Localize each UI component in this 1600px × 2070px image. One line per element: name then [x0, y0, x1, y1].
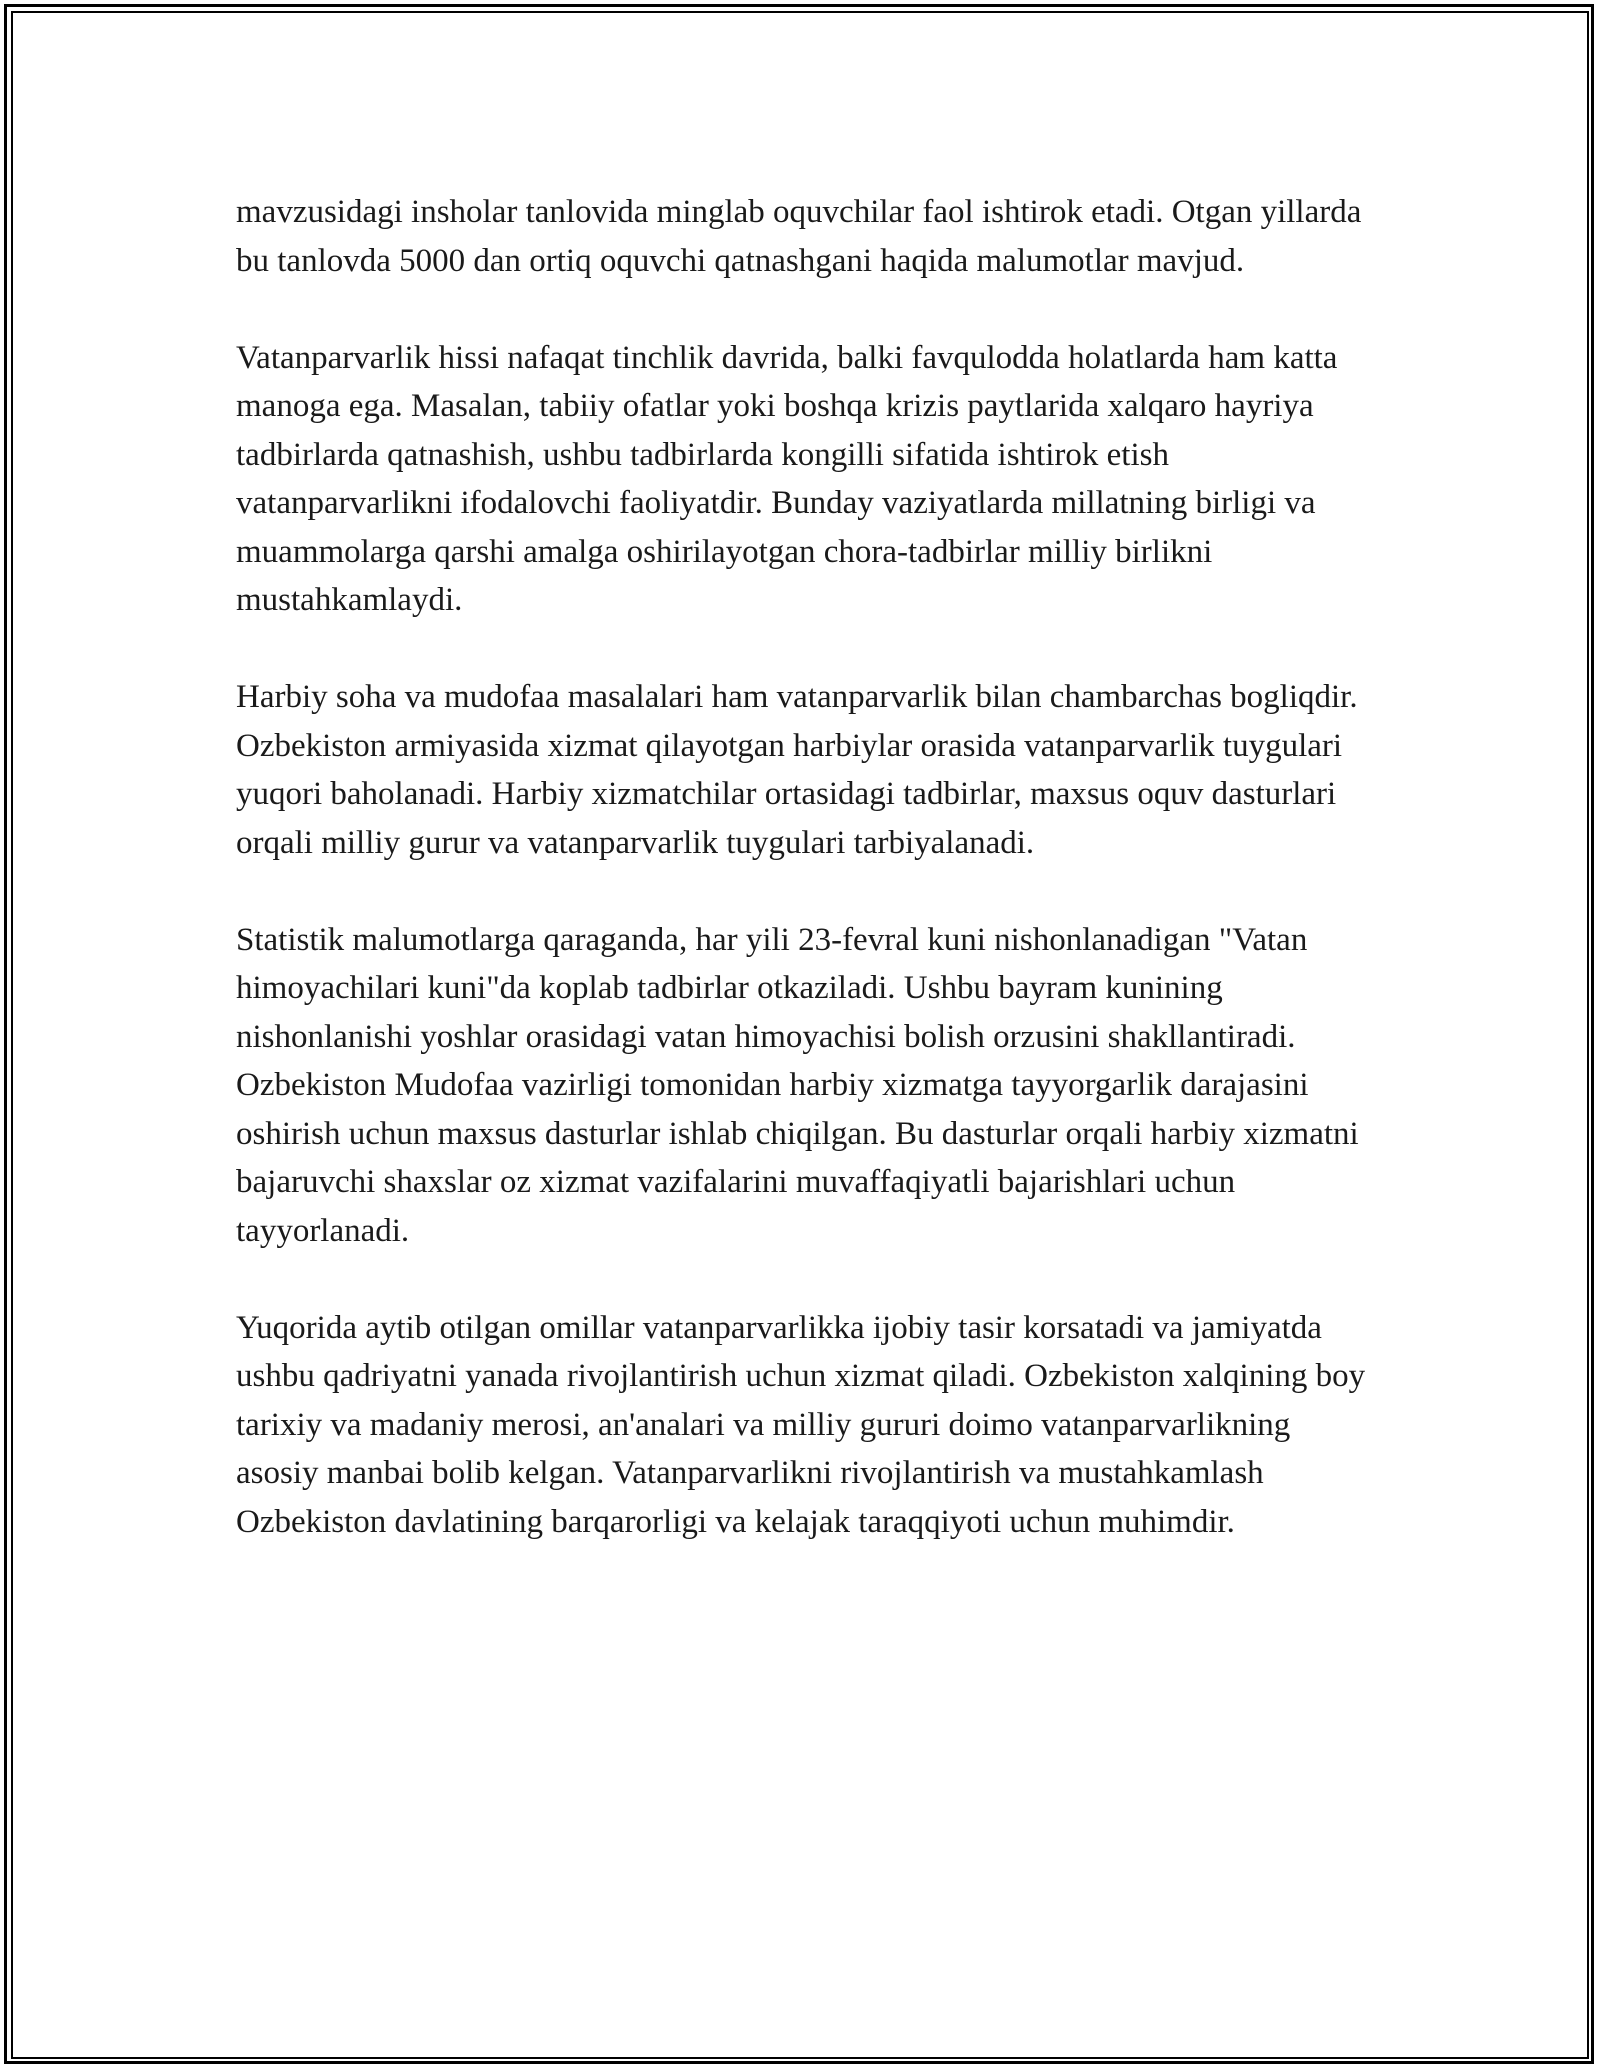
paragraph: mavzusidagi insholar tanlovida minglab oquvchilar faol ishtirok etadi. Otgan yillarda bu tanlovda 5000 dan ortiq oquvchi qatnashgani haqida malumotlar mavjud. [236, 194, 1362, 279]
document-body [236, 188, 1376, 1595]
paragraph: Yuqorida aytib otilgan omillar vatanparvarlikka ijobiy tasir korsatadi va jamiyatda ushbu qadriyatni yanada rivojlantirish uchun xizmat qiladi. Ozbekiston xalqining boy tarixiy va madaniy merosi, an'analari va milliy gururi doimo vatanparvarlikning asosiy manbai bolib kelgan. Vatanparvarlikni rivojlantirish va mustahkamlash Ozbekiston davlatining barqarorligi va kelajak taraqqiyoti uchun muhimdir. [236, 1309, 1366, 1540]
paragraph: Statistik malumotlarga qaraganda, har yili 23-fevral kuni nishonlanadigan "Vatan himoyachilari kuni"da koplab tadbirlar otkaziladi. Ushbu bayram kunining nishonlanishi yoshlar orasidagi vatan himoyachisi bolish orzusini shakllantiradi. Ozbekiston Mudofaa vazirligi tomonidan harbiy xizmatga tayyorgarlik darajasini oshirish uchun maxsus dasturlar ishlab chiqilgan. Bu dasturlar orqali harbiy xizmatni bajaruvchi shaxslar oz xizmat vazifalarini muvaffaqiyatli bajarishlari uchun tayyorlanadi. [236, 921, 1359, 1249]
paragraph: Vatanparvarlik hissi nafaqat tinchlik davrida, balki favqulodda holatlarda ham katta manoga ega. Masalan, tabiiy ofatlar yoki boshqa krizis paytlarida xalqaro hayriya tadbirlarda qatnashish, ushbu tadbirlarda kongilli sifatida ishtirok etish vatanparvarlikni ifodalovchi faoliyatdir. Bunday vaziyatlarda millatning birligi va muammolarga qarshi amalga oshirilayotgan chora-tadbirlar milliy birlikni mustahkamlaydi. [236, 339, 1338, 618]
paragraph: Harbiy soha va mudofaa masalalari ham vatanparvarlik bilan chambarchas bogliqdir. Ozbekiston armiyasida xizmat qilayotgan harbiylar orasida vatanparvarlik tuygulari yuqori baholanadi. Harbiy xizmatchilar ortasidagi tadbirlar, maxsus oquv dasturlari orqali milliy gurur va vatanparvarlik tuygulari tarbiyalanadi. [236, 679, 1358, 861]
